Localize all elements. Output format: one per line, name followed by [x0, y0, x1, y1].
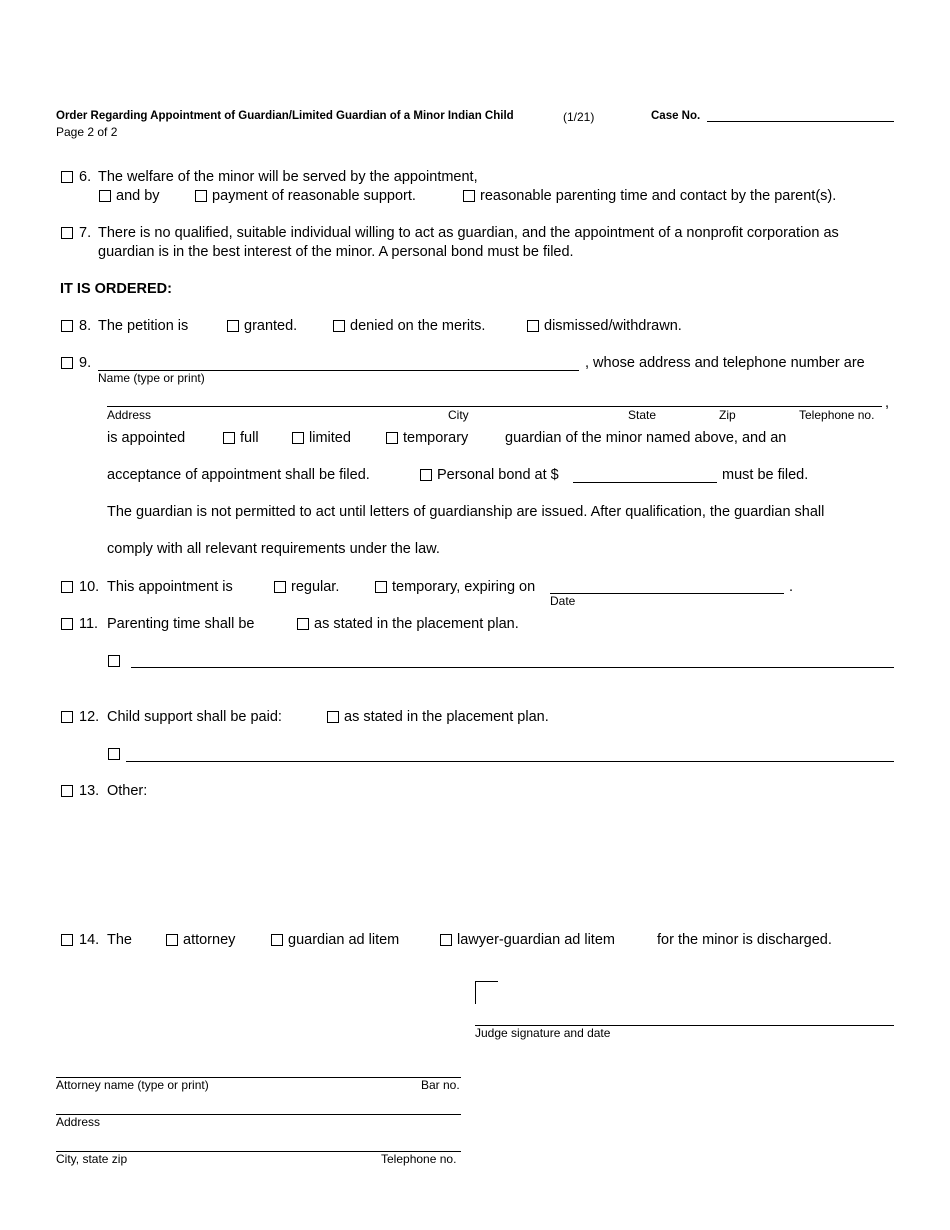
item6-support-label: payment of reasonable support. [212, 188, 416, 204]
personal-bond-label: Personal bond at $ [437, 467, 559, 483]
item12-text: Child support shall be paid: [107, 709, 282, 725]
regular-label: regular. [291, 579, 340, 595]
attorney-name-caption: Attorney name (type or print) [56, 1078, 209, 1092]
zip-caption: Zip [719, 408, 736, 422]
item8-checkbox[interactable] [61, 320, 73, 332]
full-label: full [240, 430, 259, 446]
item8-dismissed-checkbox[interactable] [527, 320, 539, 332]
item6-support-checkbox[interactable] [195, 190, 207, 202]
state-caption: State [628, 408, 657, 422]
attorney-address-caption: Address [56, 1115, 101, 1129]
item9-number: 9. [79, 355, 92, 371]
item13-checkbox[interactable] [61, 785, 73, 797]
name-caption: Name (type or print) [98, 371, 205, 385]
expiration-date-field[interactable] [550, 593, 784, 594]
temporary-expiring-label: temporary, expiring on [392, 579, 536, 595]
item7-number: 7. [79, 225, 92, 241]
form-version: (1/21) [563, 110, 595, 124]
item8-denied-label: denied on the merits. [350, 318, 486, 334]
guardian-para-line1: The guardian is not permitted to act until letters of guardianship are issued. After qualification, the guardian shall [107, 504, 825, 520]
city-caption: City [448, 408, 469, 422]
guardian-text: guardian of the minor named above, and an [505, 430, 787, 446]
item9-checkbox[interactable] [61, 357, 73, 369]
guardian-para-line2: comply with all relevant requirements under the law. [107, 541, 440, 557]
item12-other-field[interactable] [126, 761, 894, 762]
guardian-address-field[interactable] [107, 406, 882, 407]
regular-checkbox[interactable] [274, 581, 286, 593]
limited-checkbox[interactable] [292, 432, 304, 444]
item11-plan-checkbox[interactable] [297, 618, 309, 630]
item6-and-by-checkbox[interactable] [99, 190, 111, 202]
item6-and-by-label: and by [116, 188, 160, 204]
limited-label: limited [309, 430, 351, 446]
item10-checkbox[interactable] [61, 581, 73, 593]
item8-granted-checkbox[interactable] [227, 320, 239, 332]
item11-text: Parenting time shall be [107, 616, 255, 632]
item13-number: 13. [79, 783, 100, 799]
item8-granted-label: granted. [244, 318, 298, 334]
item14-text: The [107, 932, 132, 948]
temporary-checkbox[interactable] [386, 432, 398, 444]
case-no-field[interactable] [707, 121, 894, 122]
item12-plan-label: as stated in the placement plan. [344, 709, 549, 725]
item6-number: 6. [79, 169, 92, 185]
item7-text-line2: guardian is in the best interest of the minor. A personal bond must be filed. [98, 244, 574, 260]
item8-denied-checkbox[interactable] [333, 320, 345, 332]
bond-after-text: must be filed. [722, 467, 809, 483]
bar-no-caption: Bar no. [421, 1078, 460, 1092]
acceptance-text: acceptance of appointment shall be filed. [107, 467, 370, 483]
item8-number: 8. [79, 318, 92, 334]
case-no-label: Case No. [651, 110, 701, 122]
item6-parenting-checkbox[interactable] [463, 190, 475, 202]
item14-number: 14. [79, 932, 100, 948]
temporary-label: temporary [403, 430, 469, 446]
item8-text: The petition is [98, 318, 189, 334]
attorney-checkbox[interactable] [166, 934, 178, 946]
is-appointed-label: is appointed [107, 430, 186, 446]
item12-other-checkbox[interactable] [108, 748, 120, 760]
judge-signature-caption: Judge signature and date [475, 1026, 611, 1040]
form-title: Order Regarding Appointment of Guardian/Limited Guardian of a Minor Indian Child [56, 110, 514, 122]
item6-parenting-label: reasonable parenting time and contact by the parent(s). [480, 188, 837, 204]
guardian-ad-litem-checkbox[interactable] [271, 934, 283, 946]
attorney-label: attorney [183, 932, 236, 948]
date-caption: Date [550, 594, 576, 608]
attorney-city-caption: City, state zip [56, 1152, 128, 1166]
attorney-phone-caption: Telephone no. [381, 1152, 457, 1166]
item7-checkbox[interactable] [61, 227, 73, 239]
lawyer-guardian-label: lawyer-guardian ad litem [457, 932, 615, 948]
item11-number: 11. [79, 616, 99, 632]
item10-period: . [789, 579, 794, 595]
item14-checkbox[interactable] [61, 934, 73, 946]
item10-number: 10. [79, 579, 100, 595]
item11-other-field[interactable] [131, 667, 894, 668]
item9-after-name: , whose address and telephone number are [585, 355, 865, 371]
guardian-ad-litem-label: guardian ad litem [288, 932, 400, 948]
item11-other-checkbox[interactable] [108, 655, 120, 667]
item11-plan-label: as stated in the placement plan. [314, 616, 519, 632]
item6-checkbox[interactable] [61, 171, 73, 183]
item13-text: Other: [107, 783, 148, 799]
item8-dismissed-label: dismissed/withdrawn. [544, 318, 682, 334]
telephone-caption: Telephone no. [799, 408, 875, 422]
attorney-address-field[interactable] [56, 1114, 461, 1115]
ordered-heading: IT IS ORDERED: [60, 281, 172, 297]
item12-checkbox[interactable] [61, 711, 73, 723]
page-number: Page 2 of 2 [56, 125, 118, 139]
item12-plan-checkbox[interactable] [327, 711, 339, 723]
item12-number: 12. [79, 709, 100, 725]
signature-corner-mark [475, 981, 498, 1004]
item7-text-line1: There is no qualified, suitable individual willing to act as guardian, and the appointment of a nonprofit corporation as [98, 225, 839, 241]
temporary-expiring-checkbox[interactable] [375, 581, 387, 593]
item10-text: This appointment is [107, 579, 233, 595]
address-comma: , [885, 395, 890, 411]
address-caption: Address [107, 408, 152, 422]
lawyer-guardian-checkbox[interactable] [440, 934, 452, 946]
full-checkbox[interactable] [223, 432, 235, 444]
item6-text: The welfare of the minor will be served by the appointment, [98, 169, 478, 185]
item14-after-text: for the minor is discharged. [657, 932, 832, 948]
bond-amount-field[interactable] [573, 482, 717, 483]
personal-bond-checkbox[interactable] [420, 469, 432, 481]
item11-checkbox[interactable] [61, 618, 73, 630]
